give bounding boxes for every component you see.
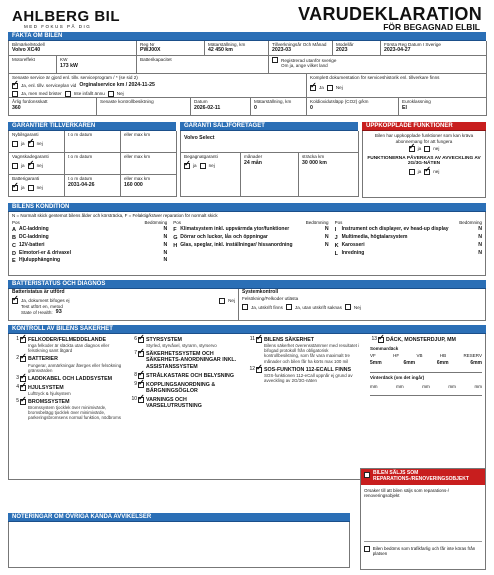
kondition-col-2 (173, 220, 328, 264)
doc-no-label: Nej (335, 84, 343, 90)
col-pos: Pos (12, 220, 20, 226)
upp-nej-checkbox[interactable] (424, 146, 430, 152)
condition-pos: J (334, 234, 338, 241)
kontroll-title: KONTROLL AV BILENS SÄKERHET (8, 325, 486, 334)
field-label: KW (60, 57, 68, 63)
kontroll-col-1 (12, 337, 124, 476)
field-first-reg[interactable]: 2023-04-27 (384, 47, 411, 54)
safety-item-title: STYRSYSTEM (146, 337, 182, 344)
doc-title: Komplett dokumentation för serviceshistorik enl. tillverkare finns (310, 75, 440, 81)
batteri-body (8, 289, 486, 321)
garanti-section (8, 122, 486, 198)
beg-months[interactable]: 24 mån (244, 159, 262, 166)
eller-label: eller max km (124, 132, 151, 138)
import-label: Registrerad utanför sverige (281, 57, 337, 63)
condition-row (335, 243, 482, 249)
condition-row (335, 251, 482, 257)
safety-item-number: 9 (134, 380, 137, 387)
kontroll-col-4 (370, 337, 482, 476)
condition-pos: L (334, 250, 338, 257)
upp-ja-checkbox[interactable] (409, 146, 415, 152)
tire-summer-depth[interactable]: 6mm (403, 359, 416, 366)
kondition-legend: N = Normalt skick gentemot bilens ålder och körsträcka, F = Felaktig/kräver reparation för normalt skick (12, 213, 218, 219)
batt-nej-checkbox[interactable] (28, 185, 34, 191)
batt-warranty-date[interactable]: 2031-04-26 (68, 181, 95, 188)
kontroll-col-3 (248, 337, 364, 476)
tire-summer-depth[interactable]: 5mm (370, 359, 382, 366)
condition-value[interactable]: N (324, 233, 329, 240)
vagn-nej-checkbox[interactable] (28, 163, 34, 169)
condition-pos: E (12, 258, 16, 265)
batt-ja-checkbox[interactable] (12, 185, 18, 191)
service-title: Senaste service är gjord enl. tillv. serviceprogram / * (se sid 2) (12, 75, 138, 81)
condition-row (173, 235, 328, 241)
col-bed: Bedömning (144, 220, 168, 226)
field-label: Årlig fordonsskatt (12, 99, 48, 105)
upp2-ja-checkbox[interactable] (409, 169, 415, 175)
batteri-test-label: Test utfört en, metod (21, 304, 63, 309)
safety-item (370, 337, 482, 343)
condition-row (12, 251, 167, 257)
kontroll-body (8, 334, 486, 480)
condition-pos: K (334, 242, 339, 249)
fakta-row-2 (8, 56, 486, 74)
nybil-ja-checkbox[interactable] (12, 141, 18, 147)
nej-label: nej (36, 140, 43, 146)
safety-item-checkbox[interactable] (256, 337, 262, 343)
safety-item-checkbox[interactable] (138, 397, 144, 403)
tire-col-header: RESERV (463, 352, 482, 358)
condition-pos: I (334, 227, 337, 234)
safety-item-number: 3 (16, 374, 19, 381)
uppkopplade-title: UPPKOPPLADE FUNKTIONER (362, 122, 486, 131)
doc-yes-label: Ja (319, 84, 324, 90)
tire-col-header: HB (439, 352, 447, 358)
reparation-orsak-input[interactable] (364, 498, 482, 542)
sys-ja2-checkbox[interactable] (286, 304, 292, 310)
field-label: Koldioxidutsläpp (CO2) g/km (310, 99, 369, 105)
service-issues-checkbox[interactable] (12, 91, 18, 97)
uppkopplade-body (362, 131, 486, 198)
safety-item-checkbox[interactable] (138, 351, 144, 357)
sys-ja-label: Ja, utskrift finns (251, 304, 283, 310)
batteri-ja-label: Ja, dokument bifoges ej (21, 298, 70, 304)
safety-item-number: 4 (16, 383, 19, 390)
safety-item-checkbox[interactable] (378, 337, 384, 343)
condition-text: Karosseri (341, 241, 365, 248)
saljgaranti-grid (180, 131, 358, 153)
col-pos: Pos (173, 220, 182, 226)
sys-sub: Felsökning/Felkoder utlästa (242, 296, 299, 301)
reparation-title: BILEN SÄLJS SOM REPARATIONS-/RENOVERINGSOBJEKT (373, 470, 469, 482)
ja-label: ja (21, 162, 25, 168)
kondition-col-1 (12, 220, 167, 264)
tom-label: t o m datum (68, 132, 93, 138)
reparation-body (361, 485, 485, 560)
condition-text: Klimatsystem inkl. uppvärmda ytor/funktioner (180, 226, 290, 233)
safety-item (130, 337, 242, 348)
safety-item-number: 6 (134, 336, 137, 343)
tire-col-header: VF (370, 352, 376, 358)
tire-winter-depth[interactable]: mm (396, 383, 404, 389)
tire-table (370, 346, 482, 395)
safety-item (130, 382, 242, 394)
safety-item-title: BATTERIER (28, 356, 58, 363)
section-fakta-title: FAKTA OM BILEN (8, 32, 486, 41)
condition-text: 12V-batteri (19, 241, 45, 248)
field-model-year[interactable]: 2023 (336, 47, 348, 54)
safety-item-title: LADDKABEL OCH LADDSYSTEM (28, 375, 113, 382)
safety-item-number: 13 (371, 336, 377, 343)
condition-text: DC-laddning (19, 233, 49, 240)
kondition-col-3 (335, 220, 482, 264)
nej-label: nej (36, 184, 43, 190)
sys-nej-label: Nej (353, 304, 361, 310)
kondition-body (8, 212, 486, 276)
fakta-row-4 (8, 98, 486, 116)
ja-label: ja (21, 140, 25, 146)
condition-value[interactable]: N (478, 226, 482, 233)
ja-label: ja (417, 146, 422, 152)
safety-item-checkbox[interactable] (20, 337, 26, 343)
field-tax[interactable]: 360 (12, 104, 21, 111)
field-euroclass[interactable]: El (402, 104, 407, 111)
tire-summer-depth[interactable]: 6mm (470, 359, 482, 366)
field-label: Bilmärke/Modell (12, 42, 45, 47)
tire-winter-depth[interactable]: mm (370, 383, 378, 389)
beg-ja-checkbox[interactable] (184, 163, 190, 169)
safety-item-checkbox[interactable] (20, 385, 26, 391)
safety-item-checkbox[interactable] (20, 356, 26, 362)
garanti-seller (180, 122, 358, 198)
vagn-ja-checkbox[interactable] (12, 163, 18, 169)
safety-item (12, 385, 124, 396)
header (8, 4, 486, 32)
soh-value[interactable]: 93 (55, 309, 62, 316)
safety-item-checkbox[interactable] (138, 337, 144, 343)
beg-label: Begagnatgaranti (184, 154, 218, 160)
condition-row (12, 235, 167, 241)
field-manufactured[interactable]: 2023-03 (272, 47, 292, 54)
field-label: Batterikapacitet (140, 57, 172, 63)
condition-value[interactable]: N (324, 226, 329, 233)
eller-label: eller max km (124, 154, 151, 160)
safety-item-number: 2 (16, 355, 19, 362)
safety-item-number: 1 (16, 336, 19, 343)
doc-yes-checkbox[interactable] (310, 85, 316, 91)
field-label: Euroklassning (402, 99, 431, 105)
tire-summer-depth[interactable]: 6mm (436, 359, 449, 366)
reparation-box (360, 468, 486, 570)
safety-item-number: 11 (249, 336, 255, 343)
batteri-status (9, 289, 239, 320)
safety-item-number: 8 (134, 371, 137, 378)
condition-row (12, 227, 167, 233)
safety-item-checkbox[interactable] (256, 367, 262, 373)
kondition-cols (12, 220, 482, 264)
condition-text: Glas, speglar, inkl. inställningar/ hissanordning (180, 241, 293, 248)
reparation-orsak: Orsaker till att bilen säljs som reparations-/ renoveringsobjekt (364, 487, 450, 498)
batteri-nej-checkbox[interactable] (219, 298, 225, 304)
km-label: sträcka km (302, 154, 325, 160)
field-label: Senaste kontrollbesiktning (100, 99, 154, 105)
company-slogan: MED FOKUS PÅ DIG (24, 24, 92, 29)
tires-winter-label: Vinterdäck (om det ingår) (370, 375, 425, 381)
safety-item (248, 337, 364, 363)
safety-item-number: 7 (134, 350, 137, 357)
service-yes-label: Ja, enl. tillv. serviceplan vid (21, 82, 77, 88)
beg-nej-checkbox[interactable] (200, 163, 206, 169)
safety-item-title: KOPPLINGSANORDNING & BÄRGNINGSÖGLOR (146, 381, 216, 394)
field-label: Tillverkningsår Och Månad (272, 42, 327, 47)
reparation-checkbox[interactable] (364, 472, 370, 478)
sys-ja2-label: Ja, utan utskrift saknas (294, 304, 342, 310)
safety-item-checkbox[interactable] (20, 399, 26, 405)
service-issues-label: Ja, men med brister (21, 90, 62, 96)
field-label: Motoreffekt (12, 57, 35, 63)
noteringar-input[interactable] (8, 522, 350, 568)
field-regnr[interactable]: PWJ00X (140, 47, 161, 54)
condition-value[interactable]: N (163, 226, 168, 233)
safety-item-title: VARNINGS OCH VARSELUTRUSTNING (146, 396, 202, 409)
field-kw[interactable]: 173 kW (60, 62, 78, 69)
garanti-nybil-label: Nybilsgaranti (12, 132, 39, 138)
condition-value[interactable]: N (163, 249, 168, 256)
safety-item (12, 376, 124, 382)
uppkopplade-box (362, 122, 486, 198)
col-bed: Bedömning (305, 220, 329, 226)
sys-nej-checkbox[interactable] (345, 304, 351, 310)
nybil-nej-checkbox[interactable] (28, 141, 34, 147)
batteri-title: BATTERISTATUS OCH DIAGNOS (8, 280, 486, 289)
batteri-ja-checkbox[interactable] (12, 298, 18, 304)
condition-row (12, 258, 167, 264)
safety-item-desc: Lufttryck & hjulsystem (28, 390, 71, 396)
kondition-title: BILENS KONDITION (8, 203, 486, 212)
safety-item-title: FELKODER/FELMEDDELANDE (28, 337, 106, 344)
condition-text: Dörrar och luckor, lås och öppningar (180, 233, 268, 240)
condition-value[interactable]: N (324, 241, 329, 248)
field-label: Datum (194, 99, 208, 105)
sys-title: Systemkontroll (242, 289, 279, 296)
trafik-label: Bilen bedöms som trafikfarlig och får inte köras från platsen (372, 545, 476, 557)
safety-item-desc: Styrled, styrvåxel, styrarm, styrservo (146, 343, 217, 349)
service-no-checkbox[interactable] (108, 91, 114, 97)
uppkopplade-text: Bilen har uppkopplade funktioner som kan kräva abonnemang för att fungera (374, 133, 474, 144)
trafik-checkbox[interactable] (364, 546, 370, 552)
condition-text: Inredning (341, 249, 365, 256)
tom-label: t o m datum (68, 154, 93, 160)
field-label: Reg Nr (140, 42, 155, 47)
seller-name[interactable]: Volvo Select (184, 135, 215, 142)
batteri-system (239, 289, 485, 320)
sys-ja-checkbox[interactable] (242, 304, 248, 310)
safety-item-desc: Bilens säkerhet överensstämmer med resultatet i bifogad protokoll från obligatorisk kontrollbesiktning, som får vara maximalt tre månader och bilen får ha körts max 100 mil (264, 343, 360, 364)
col-pos: Pos (334, 220, 343, 226)
tire-winter-depth[interactable]: mm (474, 383, 482, 389)
condition-pos: B (12, 234, 16, 241)
safety-item-number: 10 (131, 395, 137, 402)
condition-pos: A (12, 227, 16, 234)
import-sub: Om ja, ange vilket land (281, 63, 328, 69)
safety-item-checkbox[interactable] (138, 382, 144, 388)
condition-text: Instrument och displayer, ev head-up display (341, 226, 449, 233)
condition-pos: H (173, 242, 178, 249)
safety-item (130, 373, 242, 379)
ja-label: ja (193, 162, 197, 168)
safety-item (12, 356, 124, 372)
service-yes-value[interactable]: Orginalservice km / 2024-11-25 (79, 81, 155, 88)
ja-label: ja (417, 169, 422, 175)
service-no-label: Nej (116, 90, 124, 96)
field-inspection-date[interactable]: 2026-02-11 (194, 104, 221, 111)
garanti-batt-label: Batterigaranti (12, 176, 40, 182)
tire-winter-depth[interactable]: mm (448, 383, 456, 389)
fakta-row-3 (8, 74, 486, 98)
condition-value[interactable]: N (163, 233, 168, 240)
field-label: Modellår (336, 42, 354, 47)
tires-summer-label: Sommardäck (370, 346, 399, 352)
nej-label: nej (433, 169, 440, 175)
garanti-manufacturer (8, 122, 176, 198)
safety-item-desc: SOS-funktionen 112-eCall uppnår ej grund av avveckling av 2G/3G-näten (264, 372, 353, 383)
field-model[interactable]: Volvo XC40 (12, 47, 41, 54)
safety-item-title: SÄKERHETSSYSTEM OCH SÄKERHETS-ANORDNINGAR INKL. ASSISTANSSYSTEM (146, 351, 237, 370)
beg-km[interactable]: 30 000 km (302, 159, 327, 166)
condition-pos: D (12, 250, 16, 257)
batteri-status-title: Batteristatus är utförd (12, 289, 65, 296)
condition-text: AC-laddning (19, 226, 49, 233)
condition-text: Multimedia, högtalarsystem (341, 233, 408, 240)
safety-item-number: 5 (16, 397, 19, 404)
field-label: Mätarställning, km (208, 42, 246, 47)
company-logo: AHLBERG BIL (12, 8, 120, 25)
uppkopplade-subtitle: FUNKTIONERNA PÅVERKAS AV AVVECKLING AV 2G/3G-NÄTEN (367, 155, 481, 167)
saljgaranti-title: GARANTI SÄLJFÖRETAGET (180, 122, 358, 131)
condition-row (335, 227, 482, 233)
condition-value[interactable]: N (478, 241, 482, 248)
document-title: VARUDEKLARATION (298, 4, 482, 24)
condition-row (173, 227, 328, 233)
safety-item-desc: Bromssystem tjocklek över minimivärde, bromsbelägg tjocklek över minimivärde, parkeringsbromsens normal funktion, nödbroms (28, 404, 121, 421)
nej-label: nej (433, 146, 440, 152)
condition-value[interactable]: N (478, 233, 482, 240)
safety-item (130, 397, 242, 409)
tire-col-header: HF (393, 352, 400, 358)
safety-item-title: BROMSSYSTEM (28, 398, 70, 405)
safety-item (12, 337, 124, 353)
col-bed: Bedömning (459, 220, 482, 226)
eller-label: eller max km (124, 176, 151, 182)
upp2-nej-checkbox[interactable] (424, 169, 430, 175)
ja-label: ja (21, 184, 25, 190)
saljgaranti-grid-2 (180, 153, 358, 197)
safety-item-title: SOS-FUNKTION 112-ECALL FINNS (264, 366, 352, 373)
condition-text: Elmotor/-er & drivaxel (19, 249, 71, 256)
tire-col-header: VB (416, 352, 423, 358)
condition-pos: G (173, 234, 178, 241)
fakta-row-1 (8, 41, 486, 56)
garanti-title: GARANTIER TILLVERKAREN (8, 122, 176, 131)
safety-item-desc: Inga felkoder är släckta utan diagnos eller felsökning samt åtgärd (28, 343, 110, 354)
service-yes-checkbox[interactable] (12, 83, 18, 89)
kontroll-col-2 (130, 337, 242, 476)
tire-winter-depth[interactable]: mm (422, 383, 430, 389)
safety-item-title: HJULSYSTEM (28, 384, 64, 391)
import-checkbox[interactable] (272, 57, 278, 63)
doc-no-checkbox[interactable] (327, 85, 333, 91)
condition-value[interactable]: N (478, 249, 482, 256)
field-label: Mätarställning, km (254, 99, 292, 105)
safety-item-title: STRÅLKASTARE OCH BELYSNING (146, 372, 234, 379)
safety-item (130, 351, 242, 369)
tom-label: t o m datum (68, 176, 93, 182)
reparation-header (361, 469, 485, 485)
condition-row (335, 235, 482, 241)
nej-label: nej (36, 162, 43, 168)
man-label: månader (244, 154, 263, 160)
condition-value[interactable]: N (163, 257, 168, 264)
safety-item (248, 367, 364, 383)
safety-item-title: BILENS SÄKERHET (264, 337, 315, 344)
safety-item (12, 399, 124, 420)
condition-text: Hjulupphängning (19, 257, 61, 264)
safety-item-title: DÄCK, MONSTERDJUP, MM (386, 337, 456, 344)
safety-item-number: 12 (249, 365, 255, 372)
document-subtitle: FÖR BEGAGNAD ELBIL (383, 22, 480, 32)
field-inspection-km[interactable]: 0 (254, 104, 257, 111)
condition-value[interactable]: N (163, 241, 168, 248)
field-label: Första Reg Datum I Sverige (384, 42, 441, 47)
safety-item-desc: Fungerar, anmärkningar återges eller felsökning gränsvärden (28, 362, 122, 373)
noteringar-title: NOTERINGAR OM ÖVRIGA KÄNDA AVVIKELSER (8, 513, 350, 522)
batt-warranty-km[interactable]: 160 000 (124, 181, 143, 188)
condition-pos: C (12, 242, 16, 249)
service-not-yet-label: Inte infallt ännu (73, 90, 105, 96)
batteri-nej-label: Nej (228, 298, 235, 304)
condition-pos: F (173, 227, 177, 234)
service-not-yet-checkbox[interactable] (65, 91, 71, 97)
garanti-vagn-label: Vagnskadegaranti (12, 154, 49, 160)
garanti-grid (8, 131, 176, 197)
field-mileage[interactable]: 42 450 km (208, 47, 233, 54)
soh-label: State of Health: (21, 309, 53, 315)
field-co2[interactable]: 0 (310, 104, 313, 111)
condition-row (173, 243, 328, 249)
nej-label: nej (208, 162, 215, 168)
condition-row (12, 243, 167, 249)
noteringar-section (8, 513, 350, 568)
